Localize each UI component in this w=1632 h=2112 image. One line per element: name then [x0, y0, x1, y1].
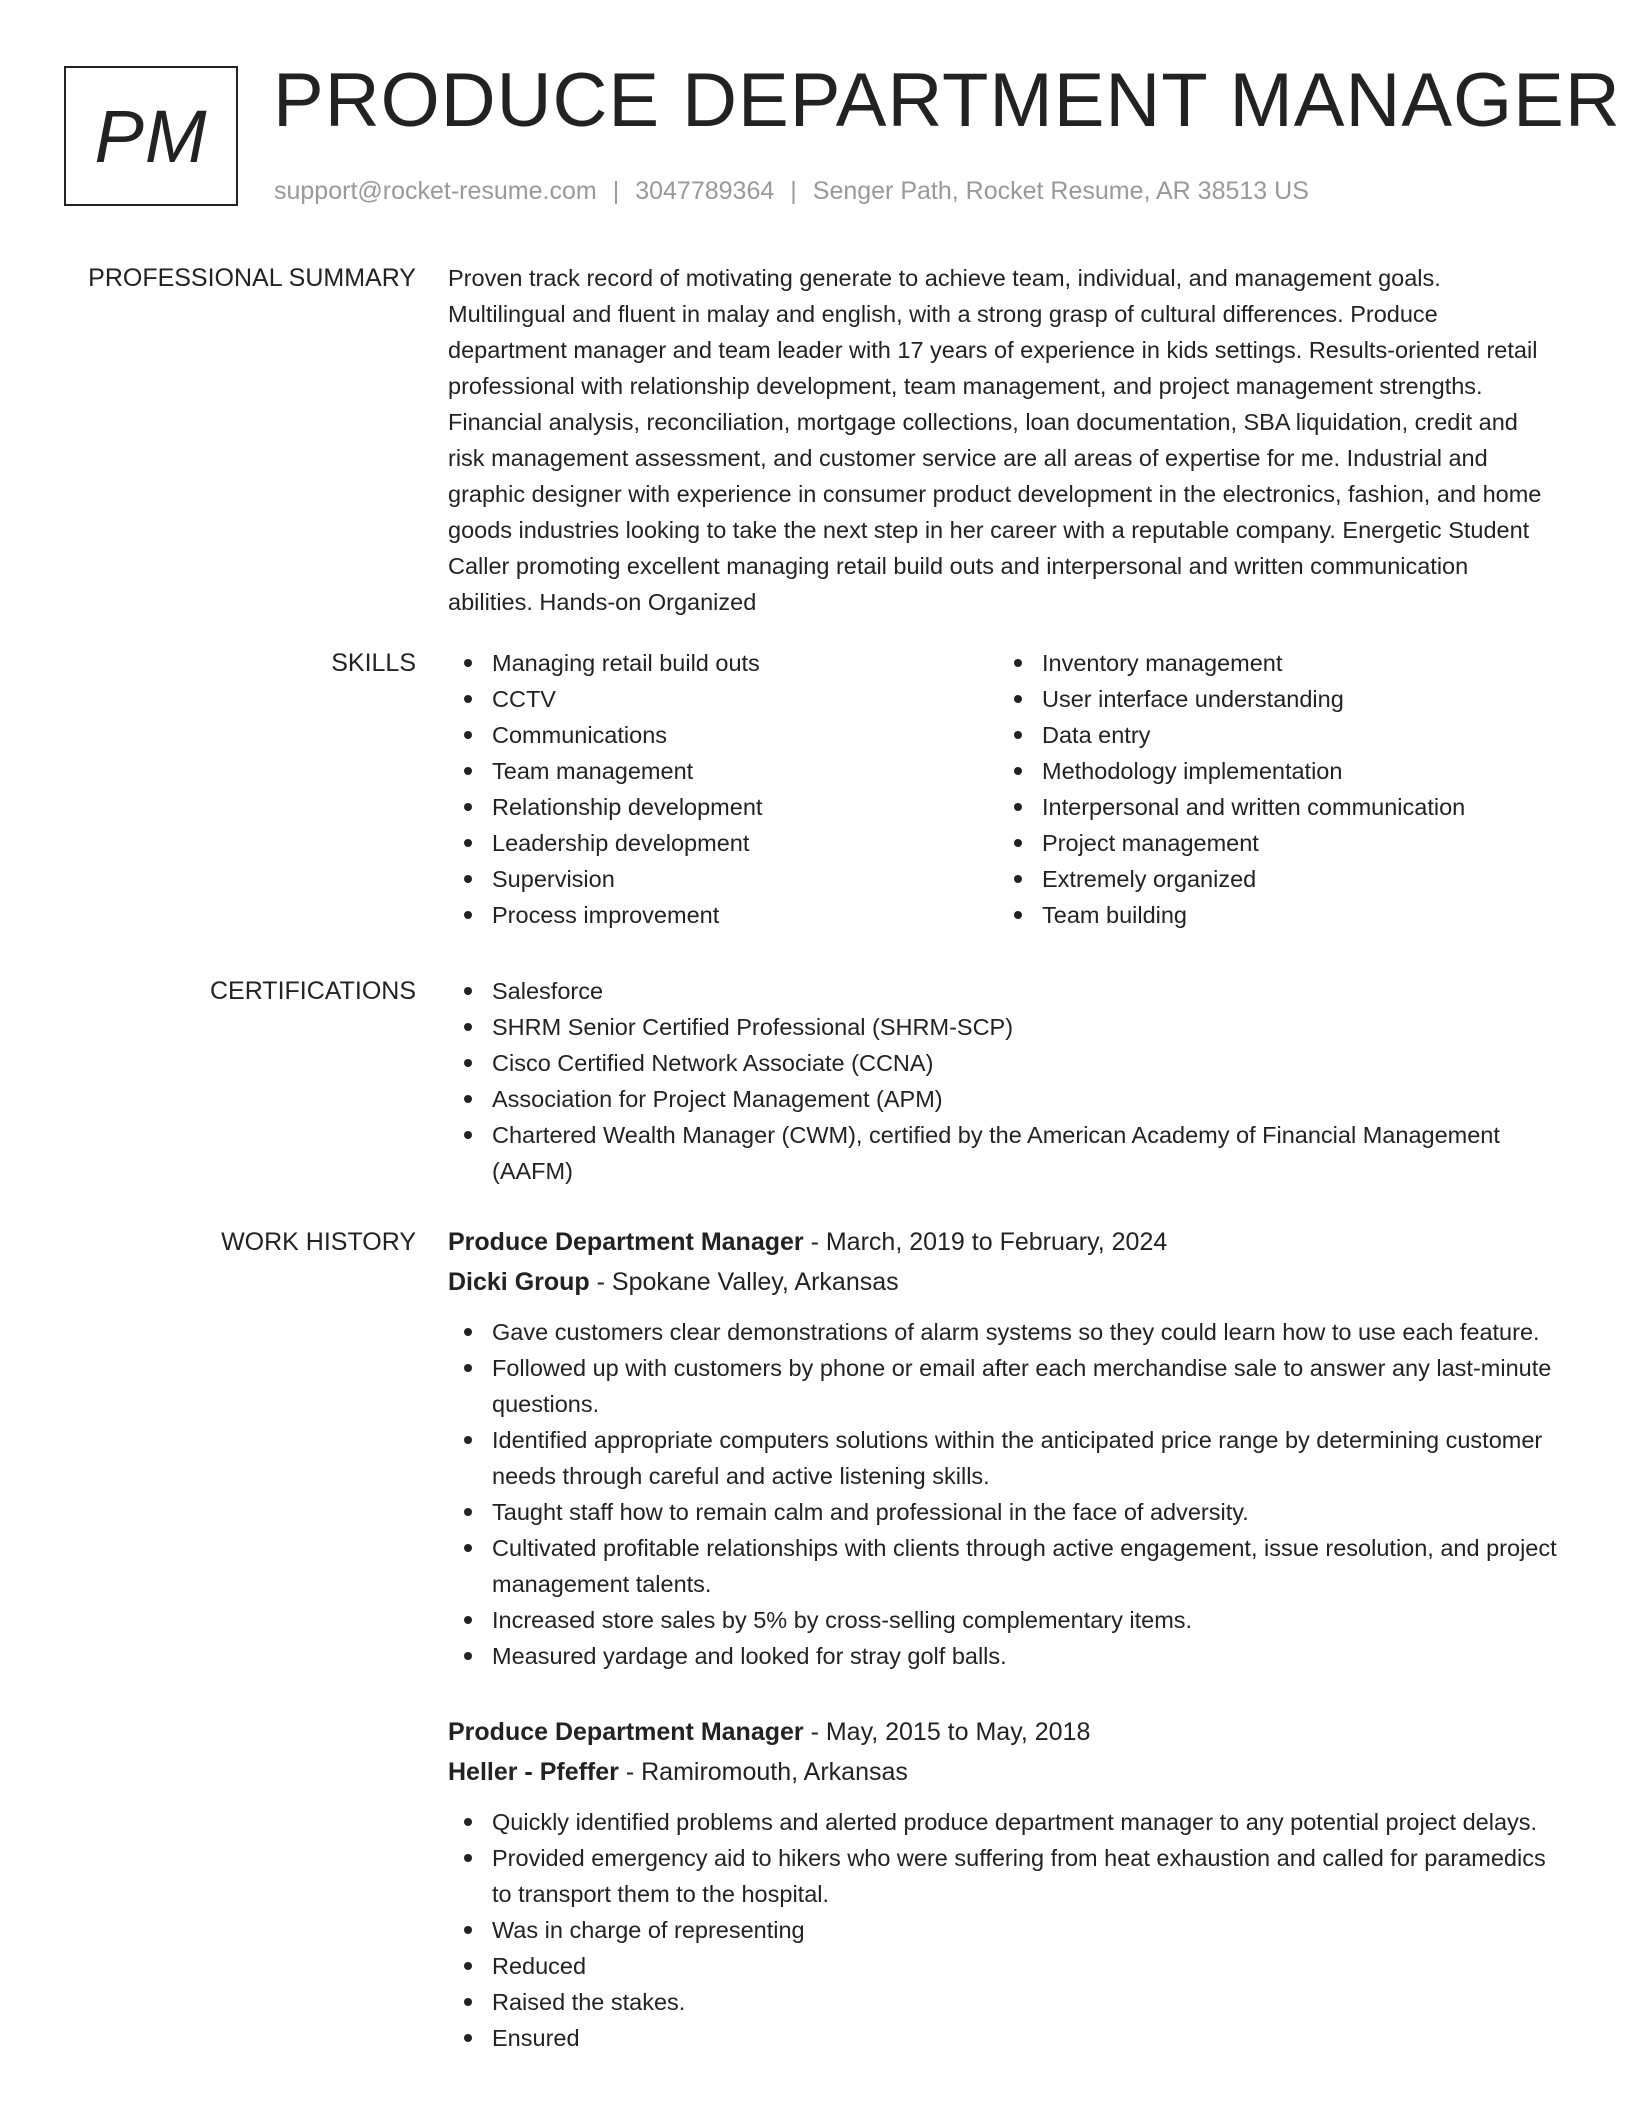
certification-item: SHRM Senior Certified Professional (SHRM-SCP)	[448, 1009, 1558, 1045]
job-duty: Ensured	[448, 2020, 1558, 2056]
job-title-line	[448, 1222, 1558, 1262]
job-entry	[448, 1712, 1558, 2056]
skill-item: Communications	[448, 717, 998, 753]
skill-item: Team management	[448, 753, 998, 789]
job-company-line	[448, 1262, 1558, 1302]
certification-item: Cisco Certified Network Associate (CCNA)	[448, 1045, 1558, 1081]
skill-item: Project management	[998, 825, 1548, 861]
job-role: Produce Department Manager	[448, 1718, 804, 1746]
job-duty: Cultivated profitable relationships with clients through active engagement, issue resolution, and project management talents.	[448, 1530, 1558, 1602]
section-title-summary: PROFESSIONAL SUMMARY	[88, 264, 416, 292]
skill-item: CCTV	[448, 681, 998, 717]
job-role: Produce Department Manager	[448, 1228, 804, 1256]
contact-address: Senger Path, Rocket Resume, AR 38513 US	[812, 177, 1309, 205]
section-title-skills: SKILLS	[331, 649, 416, 677]
job-duty: Raised the stakes.	[448, 1984, 1558, 2020]
skill-item: Methodology implementation	[998, 753, 1548, 789]
skill-item: Data entry	[998, 717, 1548, 753]
job-duties-list	[448, 1804, 1558, 2056]
job-duty: Measured yardage and looked for stray golf balls.	[448, 1638, 1558, 1674]
skill-item: Supervision	[448, 861, 998, 897]
skill-item: Extremely organized	[998, 861, 1548, 897]
skill-item: Inventory management	[998, 645, 1548, 681]
contact-separator: |	[790, 177, 797, 205]
contact-line	[274, 176, 1309, 206]
skill-item: Interpersonal and written communication	[998, 789, 1548, 825]
skills-list-left	[448, 645, 998, 933]
job-duty: Reduced	[448, 1948, 1558, 1984]
job-dates: - March, 2019 to February, 2024	[803, 1228, 1168, 1256]
certifications-body	[448, 973, 1558, 1189]
summary-text: Proven track record of motivating generate to achieve team, individual, and management goals. Multilingual and fluent in malay and english, with a strong grasp of cultural differences. Produce department manager and team leader with 17 years of experience in kids settings. Results-oriented retail professional with relationship development, team management, and project management strengths. Financial analysis, reconciliation, mortgage collections, loan documentation, SBA liquidation, credit and risk management assessment, and customer service are all areas of expertise for me. Industrial and graphic designer with experience in consumer product development in the electronics, fashion, and home goods industries looking to take the next step in her career with a reputable company. Energetic Student Caller promoting excellent managing retail build outs and interpersonal and written communication abilities. Hands-on Organized	[448, 265, 1542, 615]
job-location: - Ramiromouth, Arkansas	[618, 1758, 908, 1786]
certification-item: Association for Project Management (APM)	[448, 1081, 1558, 1117]
resume-title: PRODUCE DEPARTMENT MANAGER	[273, 58, 1621, 143]
skills-list-right	[998, 645, 1548, 933]
skill-item: User interface understanding	[998, 681, 1548, 717]
skill-item: Managing retail build outs	[448, 645, 998, 681]
job-duty: Taught staff how to remain calm and professional in the face of adversity.	[448, 1494, 1558, 1530]
contact-separator: |	[612, 177, 620, 205]
skills-body	[448, 645, 1558, 933]
job-duties-list	[448, 1314, 1558, 1674]
job-duty: Followed up with customers by phone or email after each merchandise sale to answer any last-minute questions.	[448, 1350, 1558, 1422]
job-duty: Provided emergency aid to hikers who were suffering from heat exhaustion and called for paramedics to transport them to the hospital.	[448, 1840, 1558, 1912]
job-duty: Gave customers clear demonstrations of alarm systems so they could learn how to use each feature.	[448, 1314, 1558, 1350]
initials-monogram: PM	[64, 66, 238, 206]
job-duty: Identified appropriate computers solutions within the anticipated price range by determining customer needs through careful and active listening skills.	[448, 1422, 1558, 1494]
job-duty: Increased store sales by 5% by cross-selling complementary items.	[448, 1602, 1558, 1638]
certifications-list	[448, 973, 1558, 1189]
skill-item: Relationship development	[448, 789, 998, 825]
contact-phone[interactable]: 3047789364	[635, 177, 775, 205]
job-title-line	[448, 1712, 1558, 1752]
summary-body	[448, 260, 1558, 620]
skill-item: Team building	[998, 897, 1548, 933]
section-title-certifications: CERTIFICATIONS	[209, 977, 416, 1005]
work-history-body	[448, 1222, 1558, 2056]
certification-item: Salesforce	[448, 973, 1558, 1009]
job-dates: - May, 2015 to May, 2018	[803, 1718, 1091, 1746]
job-duty: Was in charge of representing	[448, 1912, 1558, 1948]
skill-item: Leadership development	[448, 825, 998, 861]
job-company: Heller - Pfeffer	[448, 1758, 619, 1786]
certification-item: Chartered Wealth Manager (CWM), certified by the American Academy of Financial Management (AAFM)	[448, 1117, 1558, 1189]
job-duty: Quickly identified problems and alerted produce department manager to any potential project delays.	[448, 1804, 1558, 1840]
job-company-line	[448, 1752, 1558, 1792]
contact-email[interactable]: support@rocket-resume.com	[274, 177, 597, 205]
job-company: Dicki Group	[448, 1268, 590, 1296]
job-entry	[448, 1222, 1558, 1674]
section-title-work-history: WORK HISTORY	[221, 1228, 416, 1256]
skill-item: Process improvement	[448, 897, 998, 933]
job-location: - Spokane Valley, Arkansas	[589, 1268, 899, 1296]
